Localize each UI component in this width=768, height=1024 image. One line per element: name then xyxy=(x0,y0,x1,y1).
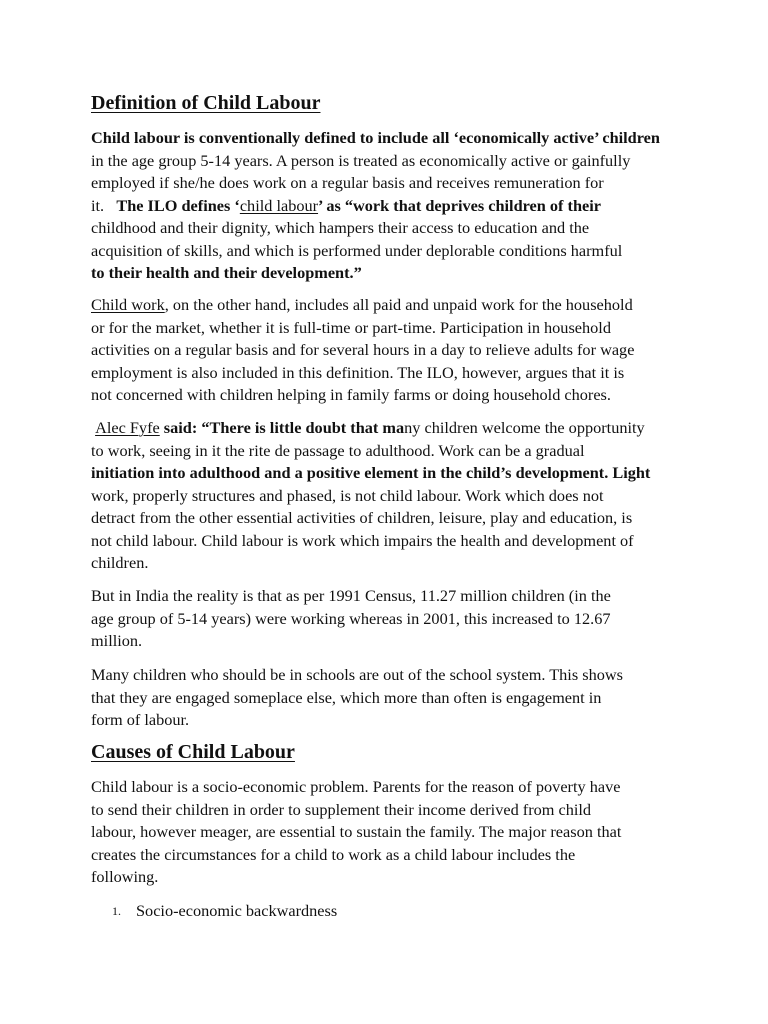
text-line: children. xyxy=(91,553,149,572)
text-line: million. xyxy=(91,631,143,650)
list-item-text: Socio-economic backwardness xyxy=(136,901,338,920)
text-line: labour, however meager, are essential to sustain the family. The major reason that xyxy=(91,822,622,841)
paragraph-out-of-school xyxy=(91,664,691,732)
text-span: The ILO defines ‘ xyxy=(116,195,240,215)
text-line: to their health and their development.” xyxy=(91,263,362,282)
text-line: acquisition of skills, and which is performed under deplorable conditions harmful xyxy=(91,240,623,260)
text-line: that they are engaged someplace else, which more than often is engagement in xyxy=(91,687,602,707)
child-work-link[interactable]: Child work xyxy=(91,295,165,314)
section-heading-causes: Causes of Child Labour xyxy=(91,741,295,763)
text-line: in the age group 5-14 years. A person is treated as economically active or gainfully xyxy=(91,150,631,170)
text-line: Many children who should be in schools are out of the school system. This shows xyxy=(91,665,623,684)
section-heading-definition: Definition of Child Labour xyxy=(91,92,321,114)
text-span: , on the other hand, includes all paid and unpaid work for the household xyxy=(164,295,633,314)
text-line: creates the circumstances for a child to work as a child labour includes the xyxy=(91,844,576,864)
text-line: activities on a regular basis and for several hours in a day to relieve adults for wage xyxy=(91,340,635,359)
text-line xyxy=(91,195,691,218)
paragraph-child-work xyxy=(91,294,691,407)
text-line: Child labour is conventionally defined to include all ‘economically active’ children xyxy=(91,128,660,147)
text-line: work, properly structures and phased, is not child labour. Work which does not xyxy=(91,485,604,505)
paragraph-causes xyxy=(91,776,691,889)
text-line: Child labour is a socio-economic problem. Parents for the reason of poverty have xyxy=(91,777,621,796)
text-span: it. xyxy=(91,195,105,215)
text-line: not child labour. Child labour is work which impairs the health and development of xyxy=(91,530,634,550)
text-line: not concerned with children helping in family farms or doing household chores. xyxy=(91,385,611,404)
text-line: or for the market, whether it is full-time or part-time. Participation in household xyxy=(91,317,611,337)
text-span: ny children welcome the opportunity xyxy=(404,418,645,437)
list-number: 1. xyxy=(112,904,121,918)
text-line: employment is also included in this definition. The ILO, however, argues that it is xyxy=(91,362,625,382)
text-line: to work, seeing in it the rite de passage to adulthood. Work can be a gradual xyxy=(91,440,585,460)
text-line: to send their children in order to supplement their income derived from child xyxy=(91,799,592,819)
text-line: following. xyxy=(91,867,159,886)
text-span: said: “There is little doubt that ma xyxy=(159,418,405,437)
list-item xyxy=(112,900,337,923)
paragraph-india-census xyxy=(91,585,691,653)
text-line: detract from the other essential activities of children, leisure, play and education, is xyxy=(91,508,633,527)
paragraph-alec-fyfe xyxy=(91,417,691,575)
text-line: initiation into adulthood and a positive element in the child’s development. Light xyxy=(91,463,651,482)
text-line: But in India the reality is that as per 1991 Census, 11.27 million children (in the xyxy=(91,586,611,605)
paragraph-definition xyxy=(91,127,691,285)
alec-fyfe-link[interactable]: Alec Fyfe xyxy=(95,418,160,437)
text-line: form of labour. xyxy=(91,710,190,729)
text-line: childhood and their dignity, which hampers their access to education and the xyxy=(91,218,590,237)
text-span: ’ as “work that deprives children of their xyxy=(318,195,601,215)
child-labour-link[interactable]: child labour xyxy=(239,195,319,215)
text-line xyxy=(91,417,691,440)
text-line: employed if she/he does work on a regular basis and receives remuneration for xyxy=(91,173,604,192)
text-line xyxy=(91,294,691,317)
text-line: age group of 5-14 years) were working whereas in 2001, this increased to 12.67 xyxy=(91,608,611,628)
